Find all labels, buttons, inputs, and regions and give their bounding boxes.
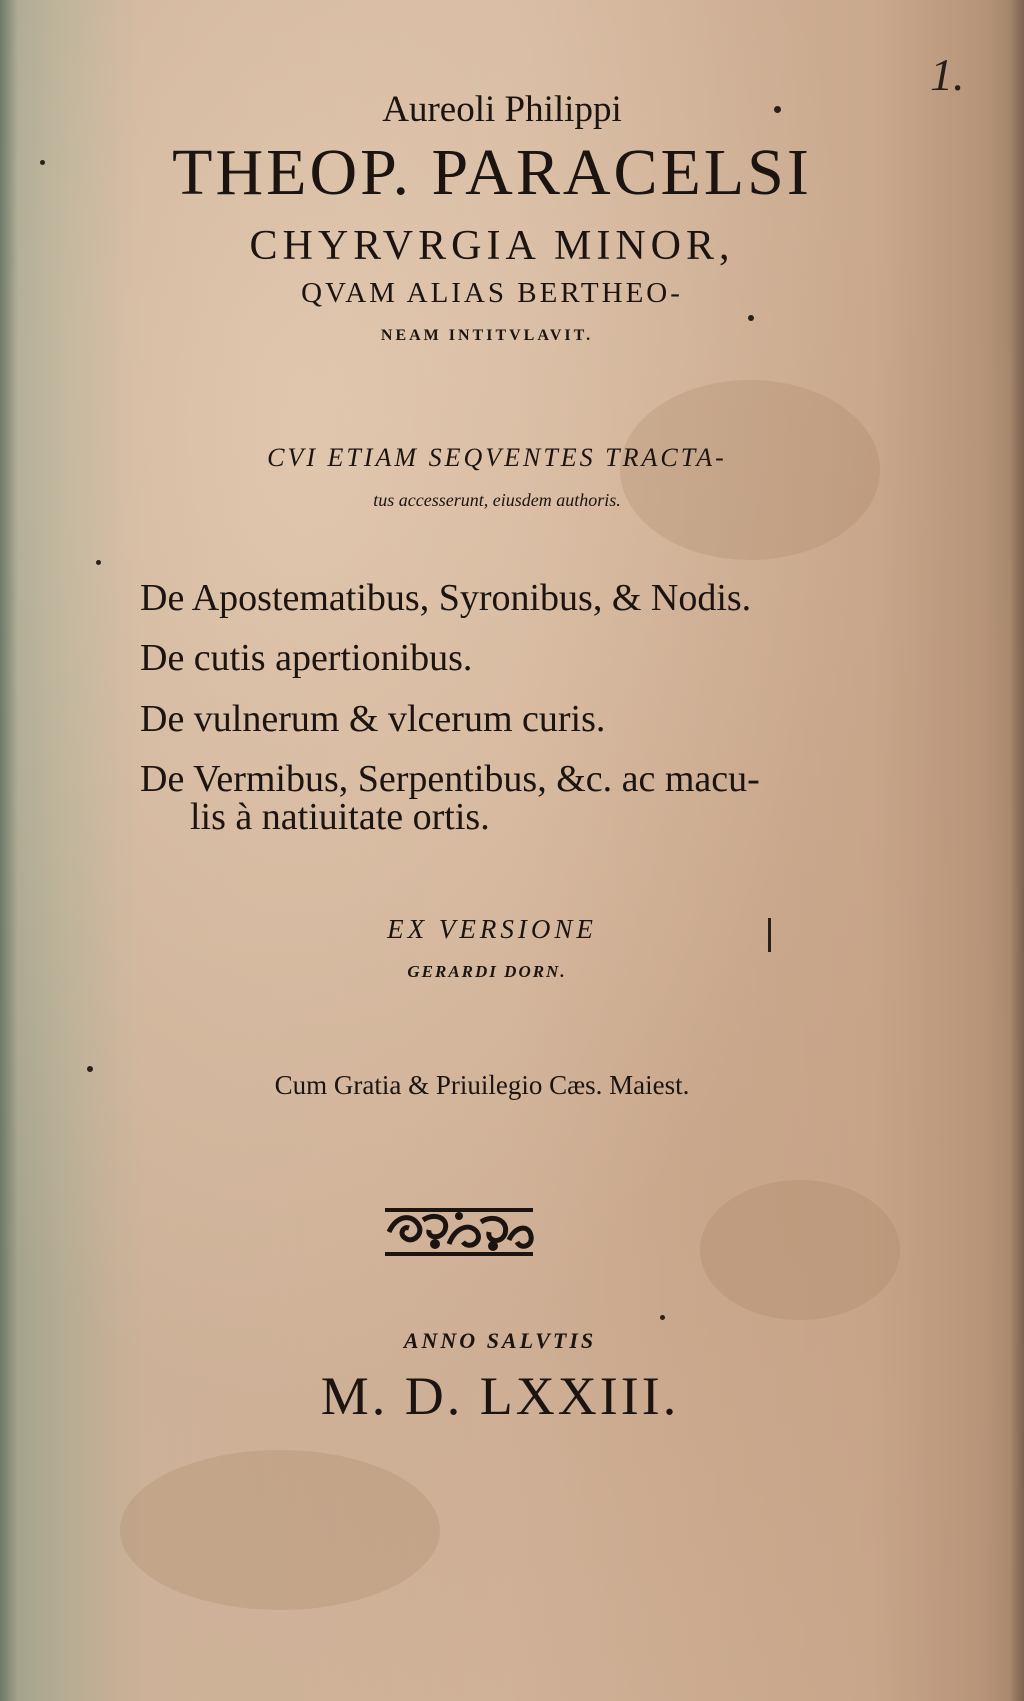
imprint-year: M. D. LXXIII. [320, 1366, 680, 1426]
treatise-item: De Vermibus, Serpentibus, &c. ac macu- [140, 758, 760, 800]
page-right-edge [1010, 0, 1024, 1701]
version-line-2: GERARDI DORN. [407, 962, 567, 981]
treatise-item-continuation: lis à natiuitate ortis. [190, 796, 490, 838]
ink-speck [774, 106, 781, 113]
imprint-anno: ANNO SALVTIS [403, 1328, 597, 1353]
subtitle-line-2: tus accesserunt, eiusdem authoris. [373, 490, 621, 510]
fleuron-ornament-icon [383, 1200, 535, 1264]
treatise-item: De Apostematibus, Syronibus, & Nodis. [140, 577, 752, 619]
subtitle-line-1: CVI ETIAM SEQVENTES TRACTA- [267, 443, 727, 472]
paper-stain [700, 1180, 900, 1320]
treatise-item: De cutis apertionibus. [140, 637, 473, 679]
margin-rule-mark [768, 918, 771, 952]
title-line-4: NEAM INTITVLAVIT. [380, 327, 594, 344]
ink-speck [87, 1066, 93, 1072]
title-line-1: THEOP. PARACELSI [172, 136, 812, 209]
privilege-line: Cum Gratia & Priuilegio Cæs. Maiest. [274, 1070, 690, 1100]
ink-speck [96, 560, 101, 565]
paper-stain [120, 1450, 440, 1610]
folio-number: 1. [930, 49, 965, 100]
treatise-item: De vulnerum & vlcerum curis. [140, 698, 606, 740]
ink-speck [748, 315, 754, 321]
author-line: Aureoli Philippi [382, 89, 622, 130]
title-line-2: CHYRVRGIA MINOR, [249, 223, 735, 269]
ink-speck [660, 1315, 665, 1320]
ink-speck [40, 160, 45, 165]
title-line-3: QVAM ALIAS BERTHEO- [301, 277, 683, 309]
version-line-1: EX VERSIONE [387, 914, 597, 944]
